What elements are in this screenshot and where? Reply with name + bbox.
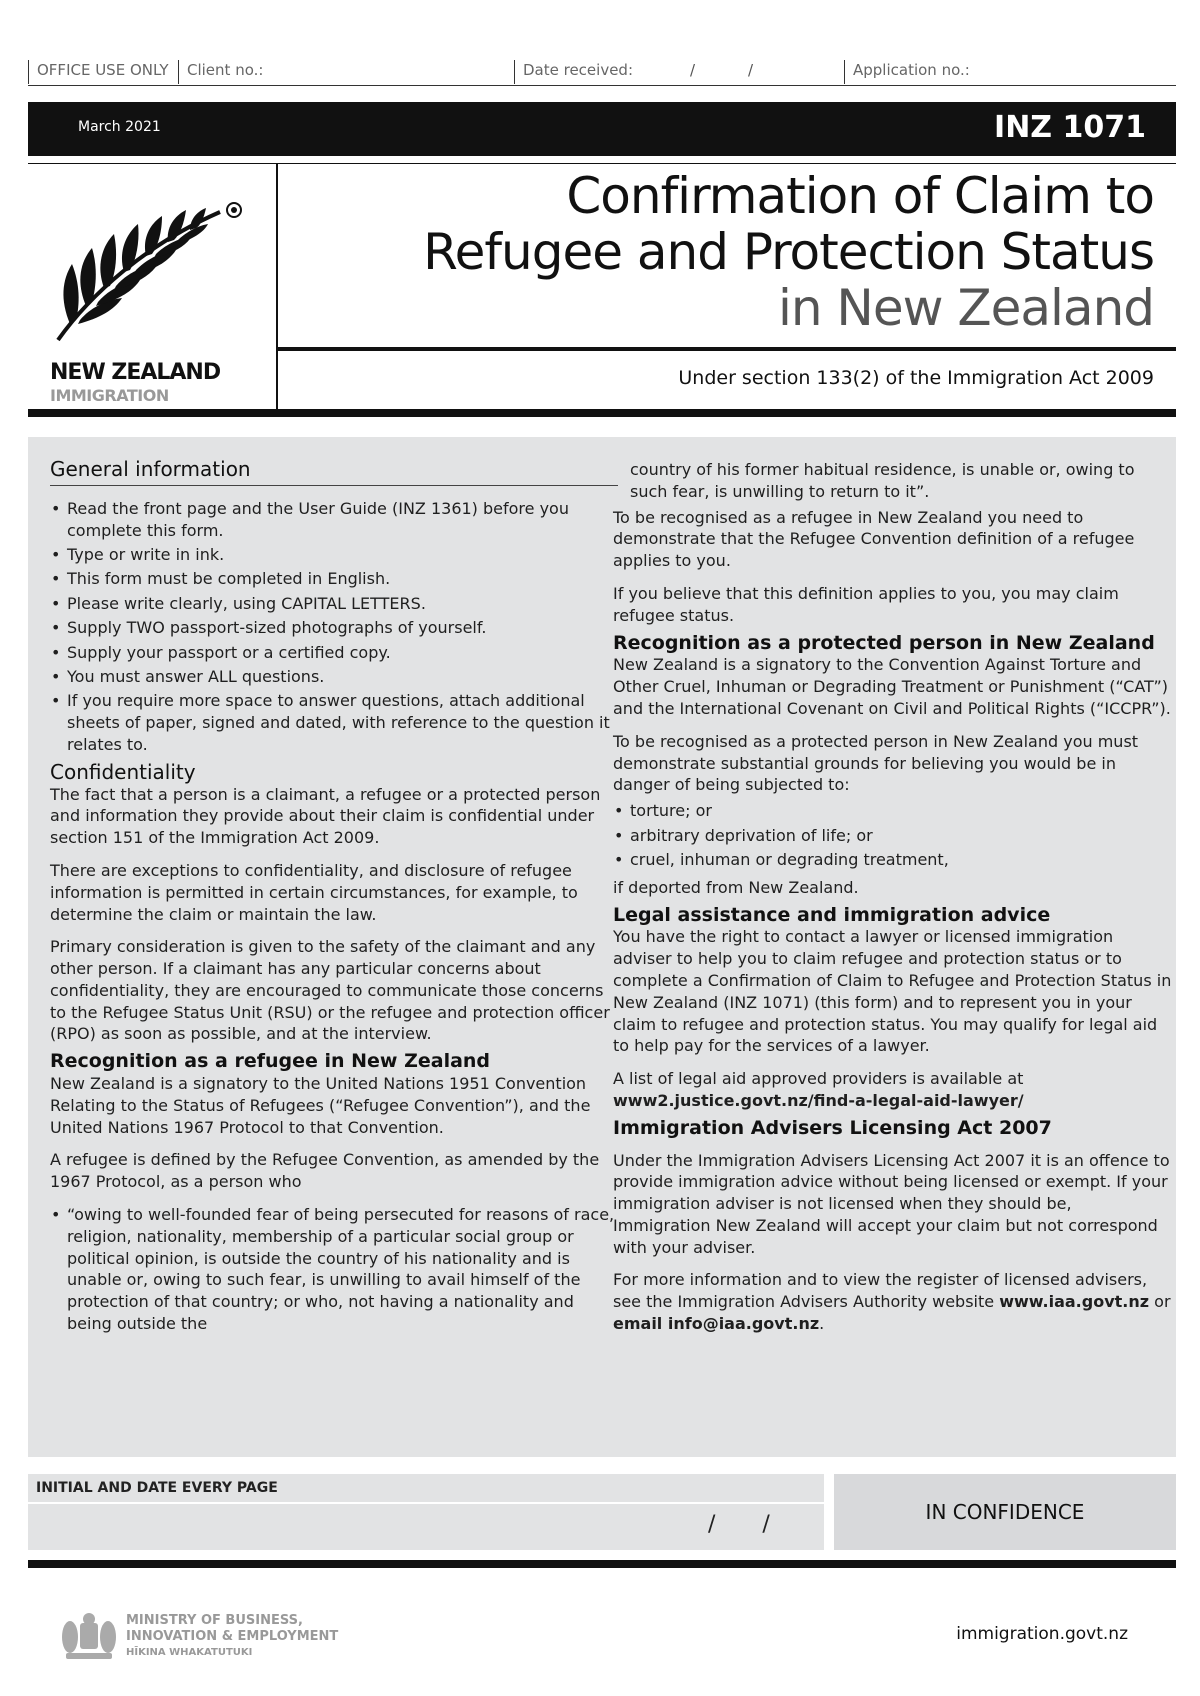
list-item: • Supply TWO passport-sized photographs of yourself. [50, 617, 618, 639]
page-subtitle: Under section 133(2) of the Immigration Act 2009 [678, 367, 1154, 389]
list-item: • Type or write in ink. [50, 544, 618, 566]
connector-text: or [1149, 1292, 1171, 1312]
title-line: Confirmation of Claim to [566, 167, 1154, 225]
confidentiality-heading: Confidentiality [50, 759, 196, 784]
date-separators: / / [708, 1512, 790, 1537]
list-item: • Please write clearly, using CAPITAL LETTERS. [50, 593, 618, 615]
list-item: • cruel, inhuman or degrading treatment, [613, 849, 1173, 871]
legal-assistance-heading: Legal assistance and immigration advice [613, 903, 1051, 926]
divider [28, 1502, 824, 1504]
page-title [423, 168, 1154, 336]
list-item: • Supply your passport or a certified copy. [50, 642, 618, 664]
paragraph: There are exceptions to confidentiality, and disclosure of refugee information is permitted in certain circumstances, for example, to determine the claim or maintain the law. [50, 860, 578, 924]
mbie-line: HĪKINA WHAKATUTUKI [126, 1647, 253, 1658]
mbie-line: MINISTRY OF BUSINESS, [126, 1613, 303, 1628]
footer-strip [28, 1474, 1176, 1550]
divider [276, 164, 278, 410]
nz-immigration-logo [50, 200, 250, 405]
application-no-field[interactable]: Application no.: [844, 60, 970, 84]
list-item: • This form must be completed in English. [50, 568, 618, 590]
legal-aid-link[interactable]: www2.justice.govt.nz/find-a-legal-aid-lawyer/ [613, 1090, 1024, 1110]
silver-fern-icon [50, 200, 250, 350]
mbie-logo [60, 1611, 360, 1663]
divider [28, 409, 1176, 417]
general-information-list [50, 498, 618, 756]
refugee-heading: Recognition as a refugee in New Zealand [50, 1050, 491, 1073]
iaa-website-link[interactable]: www.iaa.govt.nz [999, 1292, 1150, 1312]
paragraph: A list of legal aid approved providers is available at [613, 1069, 1024, 1089]
header-bar [28, 102, 1176, 156]
logo-subtext: IMMIGRATION [50, 386, 169, 405]
form-date: March 2021 [78, 119, 161, 135]
form-code: INZ 1071 [994, 110, 1146, 145]
divider [28, 1560, 1176, 1568]
advisers-act-heading: Immigration Advisers Licensing Act 2007 [613, 1116, 1052, 1139]
title-block [28, 163, 1176, 409]
paragraph: New Zealand is a signatory to the Convention Against Torture and Other Cruel, Inhuman or Degrading Treatment or Punishment (“CAT”) and the International Covenant on Civil and Political Rights (“ICCPR”). [613, 655, 1171, 718]
protected-grounds-list [613, 800, 1173, 871]
refugee-definition-list [50, 1204, 618, 1335]
client-no-field[interactable]: Client no.: [178, 60, 263, 84]
list-item: • arbitrary deprivation of life; or [613, 825, 1173, 847]
title-line: in New Zealand [777, 279, 1154, 337]
title-line: Refugee and Protection Status [423, 223, 1154, 281]
initial-date-field[interactable] [28, 1474, 824, 1550]
mbie-line: INNOVATION & EMPLOYMENT [126, 1629, 339, 1644]
logo-text: NEW ZEALAND [50, 360, 221, 385]
general-information-heading: General information [50, 459, 618, 486]
list-item: • If you require more space to answer questions, attach additional sheets of paper, signed and dated, with reference to the question it relates to. [50, 690, 618, 755]
paragraph: A refugee is defined by the Refugee Convention, as amended by the 1967 Protocol, as a person who [50, 1150, 600, 1192]
paragraph: if deported from New Zealand. [613, 877, 859, 897]
title-rule [278, 347, 1176, 351]
list-item: • “owing to well-founded fear of being persecuted for reasons of race, religion, nationality, membership of a particular social group or political opinion, is outside the country of his nationality and is unable or, owing to such fear, is unwilling to avail himself of the protection of that country; or who, not having a nationality and being outside the [50, 1204, 618, 1335]
protected-person-heading: Recognition as a protected person in New Zealand [613, 631, 1155, 654]
website-link[interactable]: immigration.govt.nz [956, 1624, 1128, 1644]
paragraph: New Zealand is a signatory to the United Nations 1951 Convention Relating to the Status of Refugees (“Refugee Convention”), and the United Nations 1967 Protocol to that Convention. [50, 1074, 591, 1137]
paragraph: To be recognised as a protected person in New Zealand you must demonstrate substantial grounds for believing you would be in danger of being subjected to: [613, 731, 1139, 795]
paragraph: The fact that a person is a claimant, a refugee or a protected person and information they provide about their claim is confidential under section 151 of the Immigration Act 2009. [50, 784, 601, 848]
paragraph: If you believe that this definition applies to you, you may claim refugee status. [613, 583, 1119, 625]
list-item: • You must answer ALL questions. [50, 666, 618, 688]
iaa-email-link[interactable]: email info@iaa.govt.nz [613, 1314, 820, 1334]
list-item: • Read the front page and the User Guide (INZ 1361) before you complete this form. [50, 498, 618, 542]
initial-date-label: INITIAL AND DATE EVERY PAGE [36, 1480, 278, 1496]
confidence-label: IN CONFIDENCE [834, 1474, 1176, 1550]
paragraph: For more information and to view the register of licensed advisers, see the Immigration Advisers Authority website [613, 1270, 1148, 1312]
paragraph: To be recognised as a refugee in New Zealand you need to demonstrate that the Refugee Convention definition of a refugee applies to you. [613, 507, 1135, 571]
paragraph: Primary consideration is given to the safety of the claimant and any other person. If a claimant has any particular concerns about confidentiality, they are encouraged to communicate those concerns to the Refugee Status Unit (RSU) or the refugee and protection officer (RPO) as soon as possible, and at the interview. [50, 937, 610, 1044]
office-use-label: OFFICE USE ONLY [28, 60, 169, 84]
coat-of-arms-icon [60, 1611, 118, 1663]
date-separator: / [748, 61, 754, 79]
date-separator: / [690, 61, 696, 79]
right-column [613, 437, 1173, 1346]
paragraph: You have the right to contact a lawyer or licensed immigration adviser to help you to claim refugee and protection status or to complete a Confirmation of Claim to Refugee and Protection Status in New Zealand (INZ 1071) (this form) and to represent you in your claim to refugee and protection status. You may qualify for legal aid to help pay for the services of a lawyer. [613, 927, 1172, 1056]
office-use-strip [28, 60, 1176, 86]
information-panel [28, 437, 1176, 1457]
left-column [50, 437, 618, 1337]
date-received-field[interactable]: Date received: [514, 60, 633, 84]
paragraph: Under the Immigration Advisers Licensing Act 2007 it is an offence to provide immigration advice without being licensed or exempt. If your immigration adviser is not licensed when they should be, Immigration New Zealand will accept your claim but not correspond with your adviser. [613, 1150, 1170, 1257]
list-item: • torture; or [613, 800, 1173, 822]
paragraph: country of his former habitual residence, is unable or, owing to such fear, is unwilling to return to it”. [630, 460, 1135, 501]
punctuation: . [819, 1314, 825, 1334]
mbie-text [126, 1613, 338, 1661]
